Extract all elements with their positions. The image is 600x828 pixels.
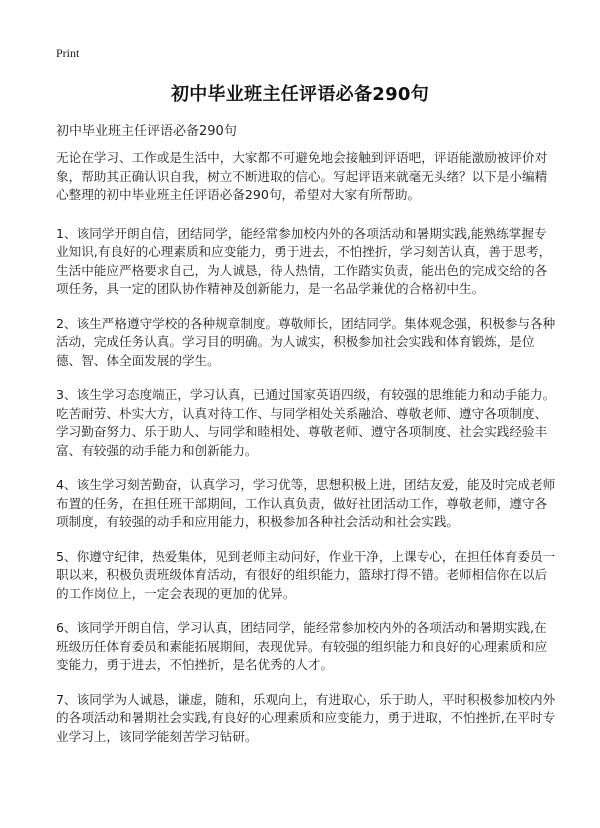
document-subtitle: 初中毕业班主任评语必备290句 [56, 124, 237, 139]
print-link[interactable]: Print [56, 46, 80, 60]
comment-item: 1、该同学开朗自信，团结同学，能经常参加校内外的各项活动和暑期实践,能熟练掌握专业知识,有良好的心理素质和应变能力，勇于进去，不怕挫折，学习刻苦认真，善于思考，生活中能应严格要求自己，为人诚恳，待人热情，工作踏实负责，能出色的完成交给的各项任务，具一定的团队协作精神及创新能力，是一名品学兼优的合格初中生。 [56, 225, 552, 296]
comment-item: 2、该生严格遵守学校的各种规章制度。尊敬师长，团结同学。集体观念强，积极参与各种活动，完成任务认真。学习目的明确。为人诚实，积极参加社会实践和体育锻炼，是位德、智、体全面发展的学生。 [56, 315, 556, 368]
comment-item: 5、你遵守纪律，热爱集体，见到老师主动问好，作业干净，上课专心，在担任体育委员一职以来，积极负责班级体育活动，有很好的组织能力，篮球打得不错。老师相信你在以后的工作岗位上，一定会表现的更加的优异。 [56, 548, 556, 601]
comment-item: 3、该生学习态度端正，学习认真，已通过国家英语四级，有较强的思维能力和动手能力。吃苦耐劳、朴实大方，认真对待工作、与同学相处关系融洽、尊敬老师、遵守各项制度、学习勤奋努力、乐于助人、与同学和睦相处、尊敬老师、遵守各项制度、社会实践经验丰富、有较强的动手能力和创新能力。 [56, 387, 556, 458]
comment-item: 7、该同学为人诚恳，谦虚，随和，乐观向上，有进取心，乐于助人，平时积极参加校内外的各项活动和暑期社会实践,有良好的心理素质和应变能力，勇于进取，不怕挫折,在平时专业学习上，该同学能刻苦学习钻研。 [56, 691, 556, 744]
intro-paragraph: 无论在学习、工作或是生活中，大家都不可避免地会接触到评语吧，评语能激励被评价对象，帮助其正确认识自我，树立不断进取的信心。写起评语来就毫无头绪？以下是小编精心整理的初中毕业班主任评语必备290句，希望对大家有所帮助。 [56, 150, 548, 202]
page-title: 初中毕业班主任评语必备290句 [170, 84, 430, 105]
comment-item: 4、该生学习刻苦勤奋，认真学习，学习优等，思想积极上进，团结友爱，能及时完成老师布置的任务，在担任班干部期间，工作认真负责，做好社团活动工作，尊敬老师，遵守各项制度，有较强的动手和应用能力，积极参加各种社会活动和社会实践。 [56, 477, 556, 529]
comment-item: 6、该同学开朗自信，学习认真，团结同学，能经常参加校内外的各项活动和暑期实践,在班级历任体育委员和素能拓展期间，表现优异。有较强的组织能力和良好的心理素质和应变能力，勇于进去，不怕挫折，是名优秀的人才。 [56, 620, 548, 672]
document-body [56, 149, 556, 762]
